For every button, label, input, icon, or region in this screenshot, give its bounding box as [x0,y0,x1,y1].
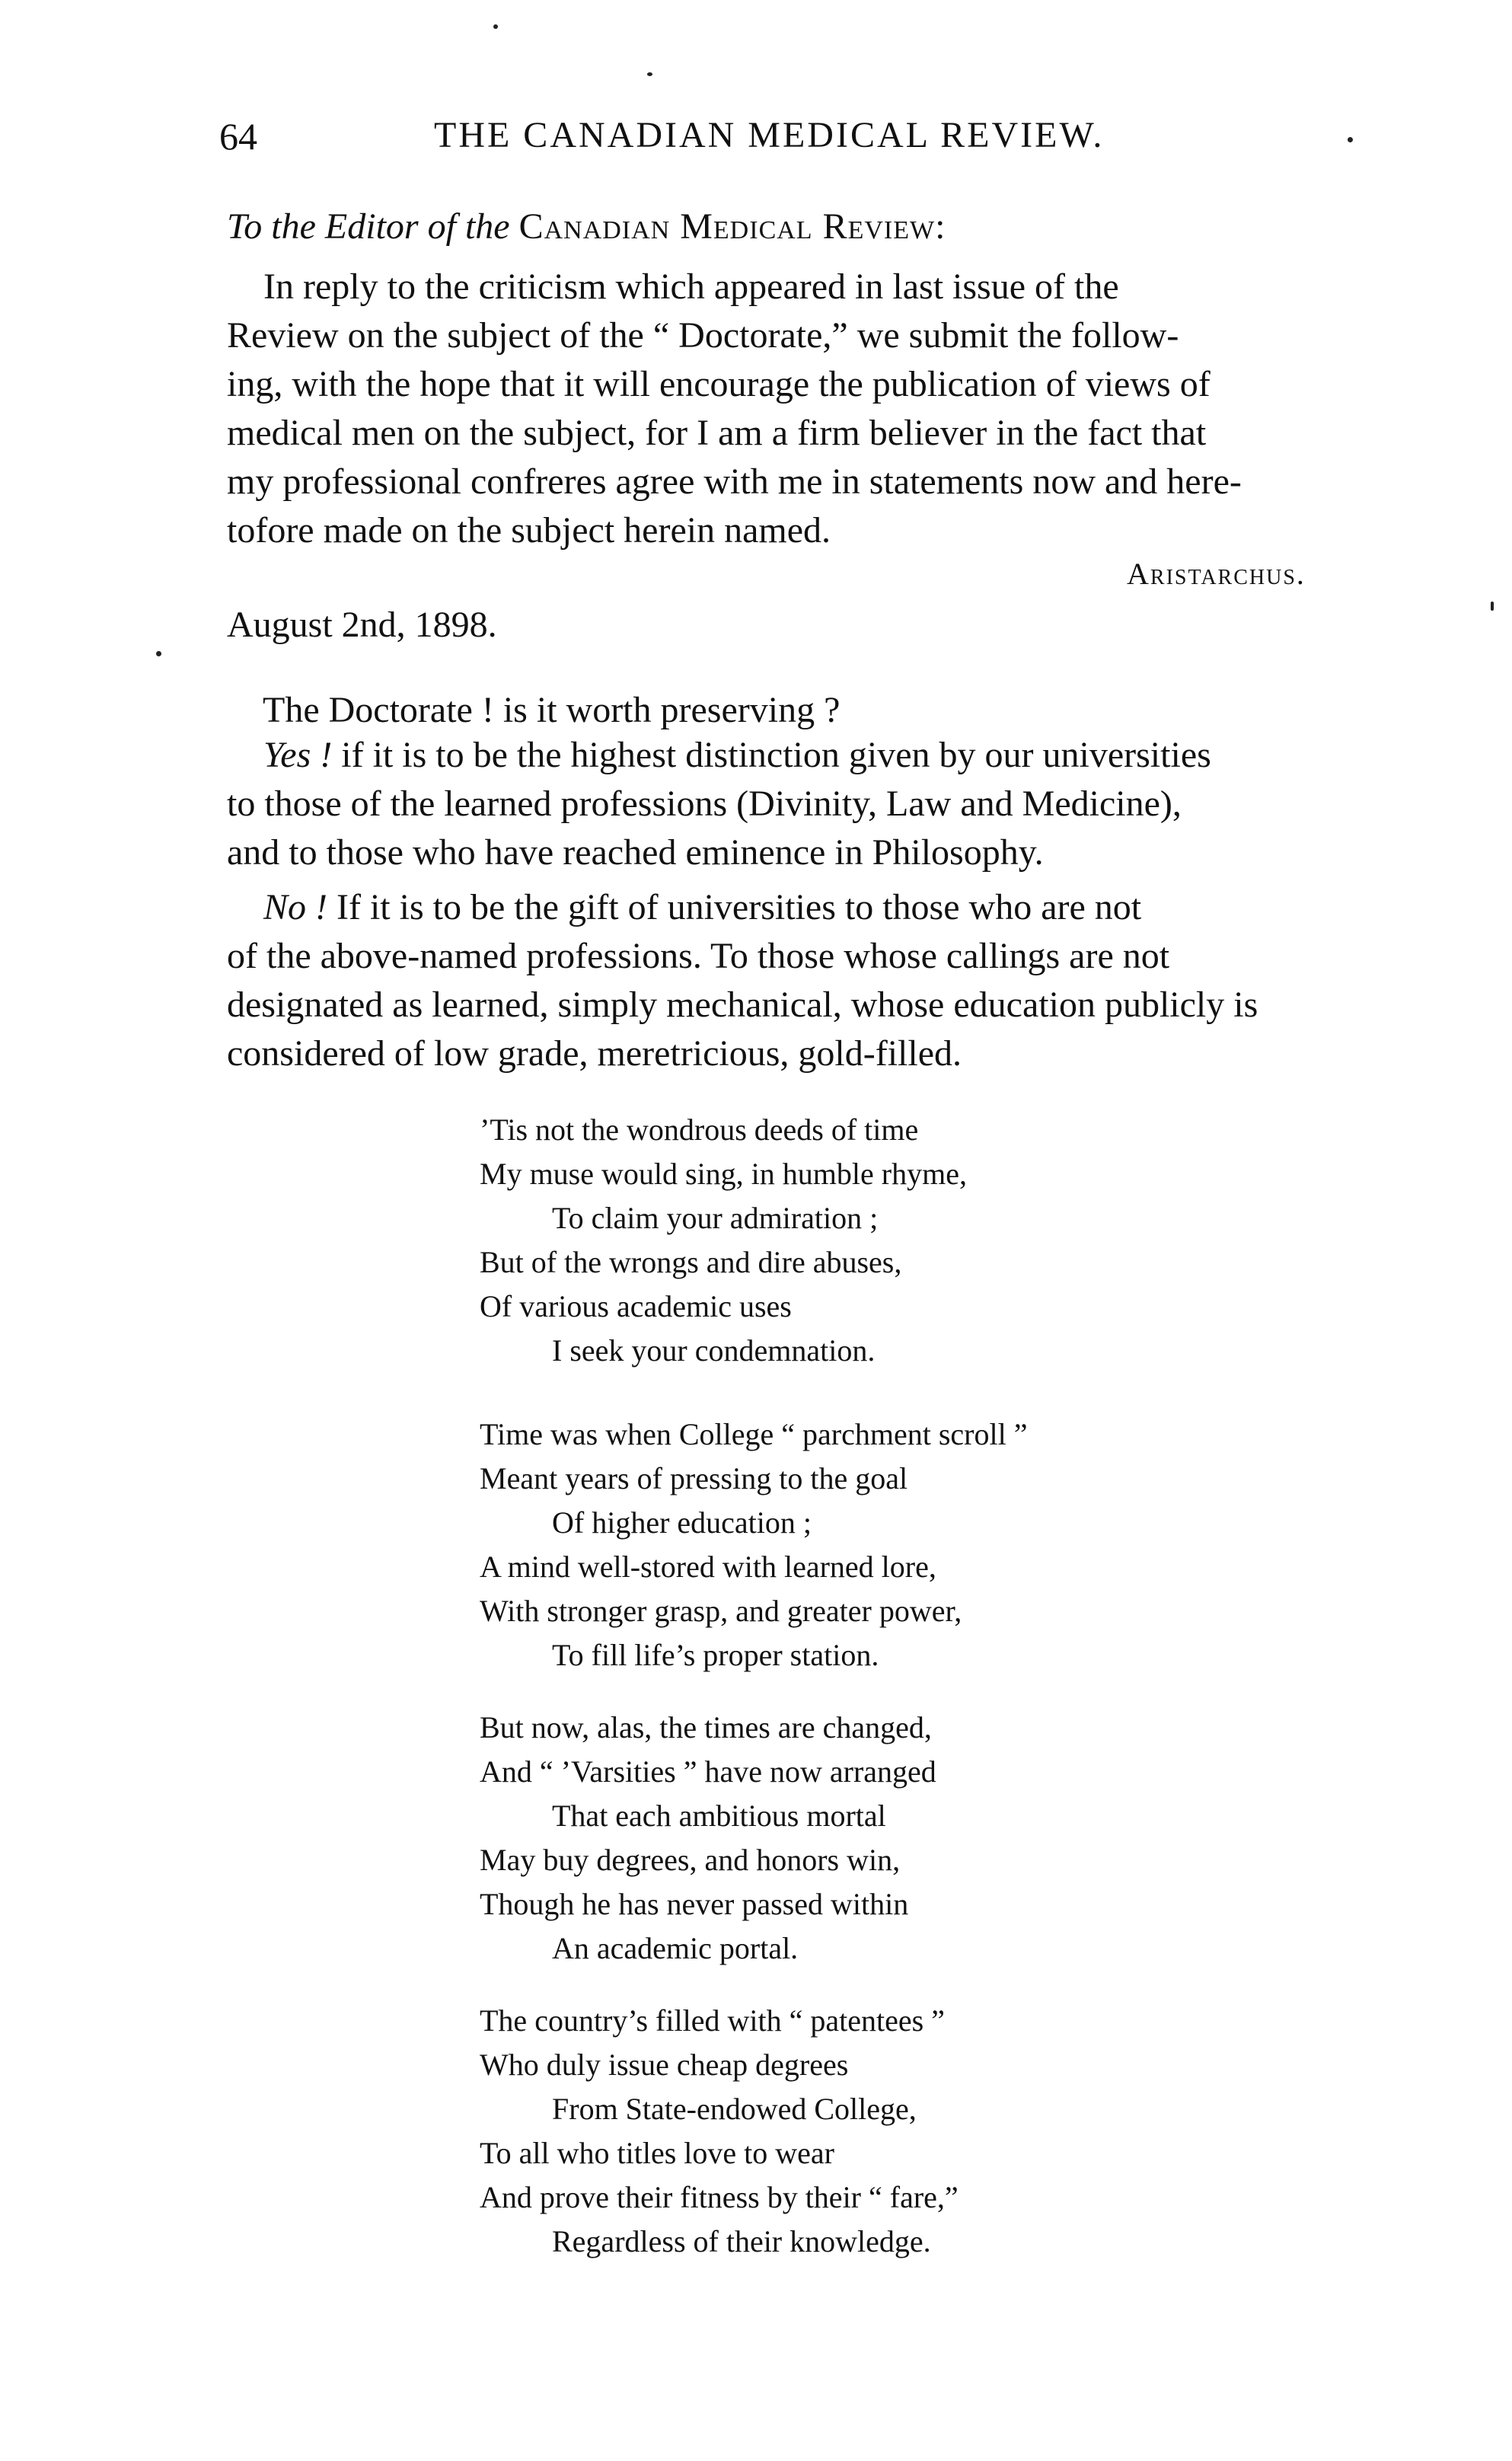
essay-line-text: if it is to be the highest distinction given by our universities [341,735,1211,775]
scan-speck [1348,137,1353,142]
no-lead: No ! [263,887,327,927]
scan-speck [1491,602,1494,611]
letter-line: In reply to the criticism which appeared in last issue of the [263,267,1119,307]
poem-line: Who duly issue cheap degrees [480,2048,849,2082]
scan-speck [156,651,161,656]
poem-line: An academic portal. [552,1931,799,1965]
essay-line: of the above-named professions. To those whose callings are not [227,936,1170,976]
running-head: THE CANADIAN MEDICAL REVIEW. [434,115,1105,155]
poem-line: Meant years of pressing to the goal [480,1461,908,1495]
essay-no-paragraph [227,883,1392,1078]
poem-line: Of higher education ; [552,1505,812,1540]
essay-yes-paragraph [227,731,1392,877]
poem-stanza-1 [480,1108,967,1373]
letter-body [227,263,1392,555]
letter-line: Review on the subject of the “ Doctorate,” we submit the follow- [227,315,1179,356]
poem-line: To all who titles love to wear [480,2136,834,2170]
poem-line: My muse would sing, in humble rhyme, [480,1157,967,1191]
essay-line [227,731,1392,780]
poem-stanza-2 [480,1412,1027,1677]
essay-line-text: If it is to be the gift of universities to those who are not [337,887,1142,927]
poem-stanza-4 [480,1999,959,2264]
essay-opening: The Doctorate ! is it worth preserving ? [263,690,841,730]
poem-line: To claim your admiration ; [552,1201,879,1235]
essay-line: and to those who have reached eminence in Philosophy. [227,832,1044,873]
poem-line: Of various academic uses [480,1289,792,1323]
scan-speck [493,24,498,29]
poem-line: And “ ’Varsities ” have now arranged [480,1754,936,1789]
letter-salutation [227,206,945,247]
letter-line: my professional confreres agree with me in statements now and here- [227,461,1242,502]
essay-line: considered of low grade, meretricious, gold-filled. [227,1033,962,1074]
essay-line [227,883,1392,932]
scan-speck [647,72,652,76]
essay-line: designated as learned, simply mechanical, whose education publicly is [227,985,1258,1025]
poem-line: Time was when College “ parchment scroll ” [480,1417,1028,1451]
poem-line: The country’s filled with “ patentees ” [480,2003,945,2038]
poem-line: And prove their fitness by their “ fare,” [480,2180,959,2214]
poem-line: Though he has never passed within [480,1887,909,1921]
poem-line: Regardless of their knowledge. [552,2224,931,2258]
salutation-italic: To the Editor of the [227,206,510,247]
poem-stanza-3 [480,1706,936,1971]
poem-line: ’Tis not the wondrous deeds of time [480,1112,919,1147]
salutation-journal: Canadian Medical Review [518,206,936,247]
poem-line: But of the wrongs and dire abuses, [480,1245,902,1279]
page-number: 64 [219,115,257,158]
salutation-colon: : [935,206,946,247]
letter-date: August 2nd, 1898. [227,605,497,645]
poem-line: From State-endowed College, [552,2092,917,2126]
poem-line: May buy degrees, and honors win, [480,1843,901,1877]
letter-line: tofore made on the subject herein named. [227,510,831,551]
letter-line: ing, with the hope that it will encourage the publication of views of [227,364,1211,404]
poem-line: To fill life’s proper station. [552,1638,879,1672]
poem-line: A mind well-stored with learned lore, [480,1550,936,1584]
poem-line: But now, alas, the times are changed, [480,1710,932,1744]
poem-line: With stronger grasp, and greater power, [480,1594,962,1628]
letter-line: medical men on the subject, for I am a firm believer in the fact that [227,413,1207,453]
letter-signature: Aristarchus. [1127,557,1306,591]
essay-line: to those of the learned professions (Divinity, Law and Medicine), [227,784,1182,824]
poem-line: That each ambitious mortal [552,1799,886,1833]
poem-line: I seek your condemnation. [552,1333,876,1368]
yes-lead: Yes ! [263,735,333,775]
